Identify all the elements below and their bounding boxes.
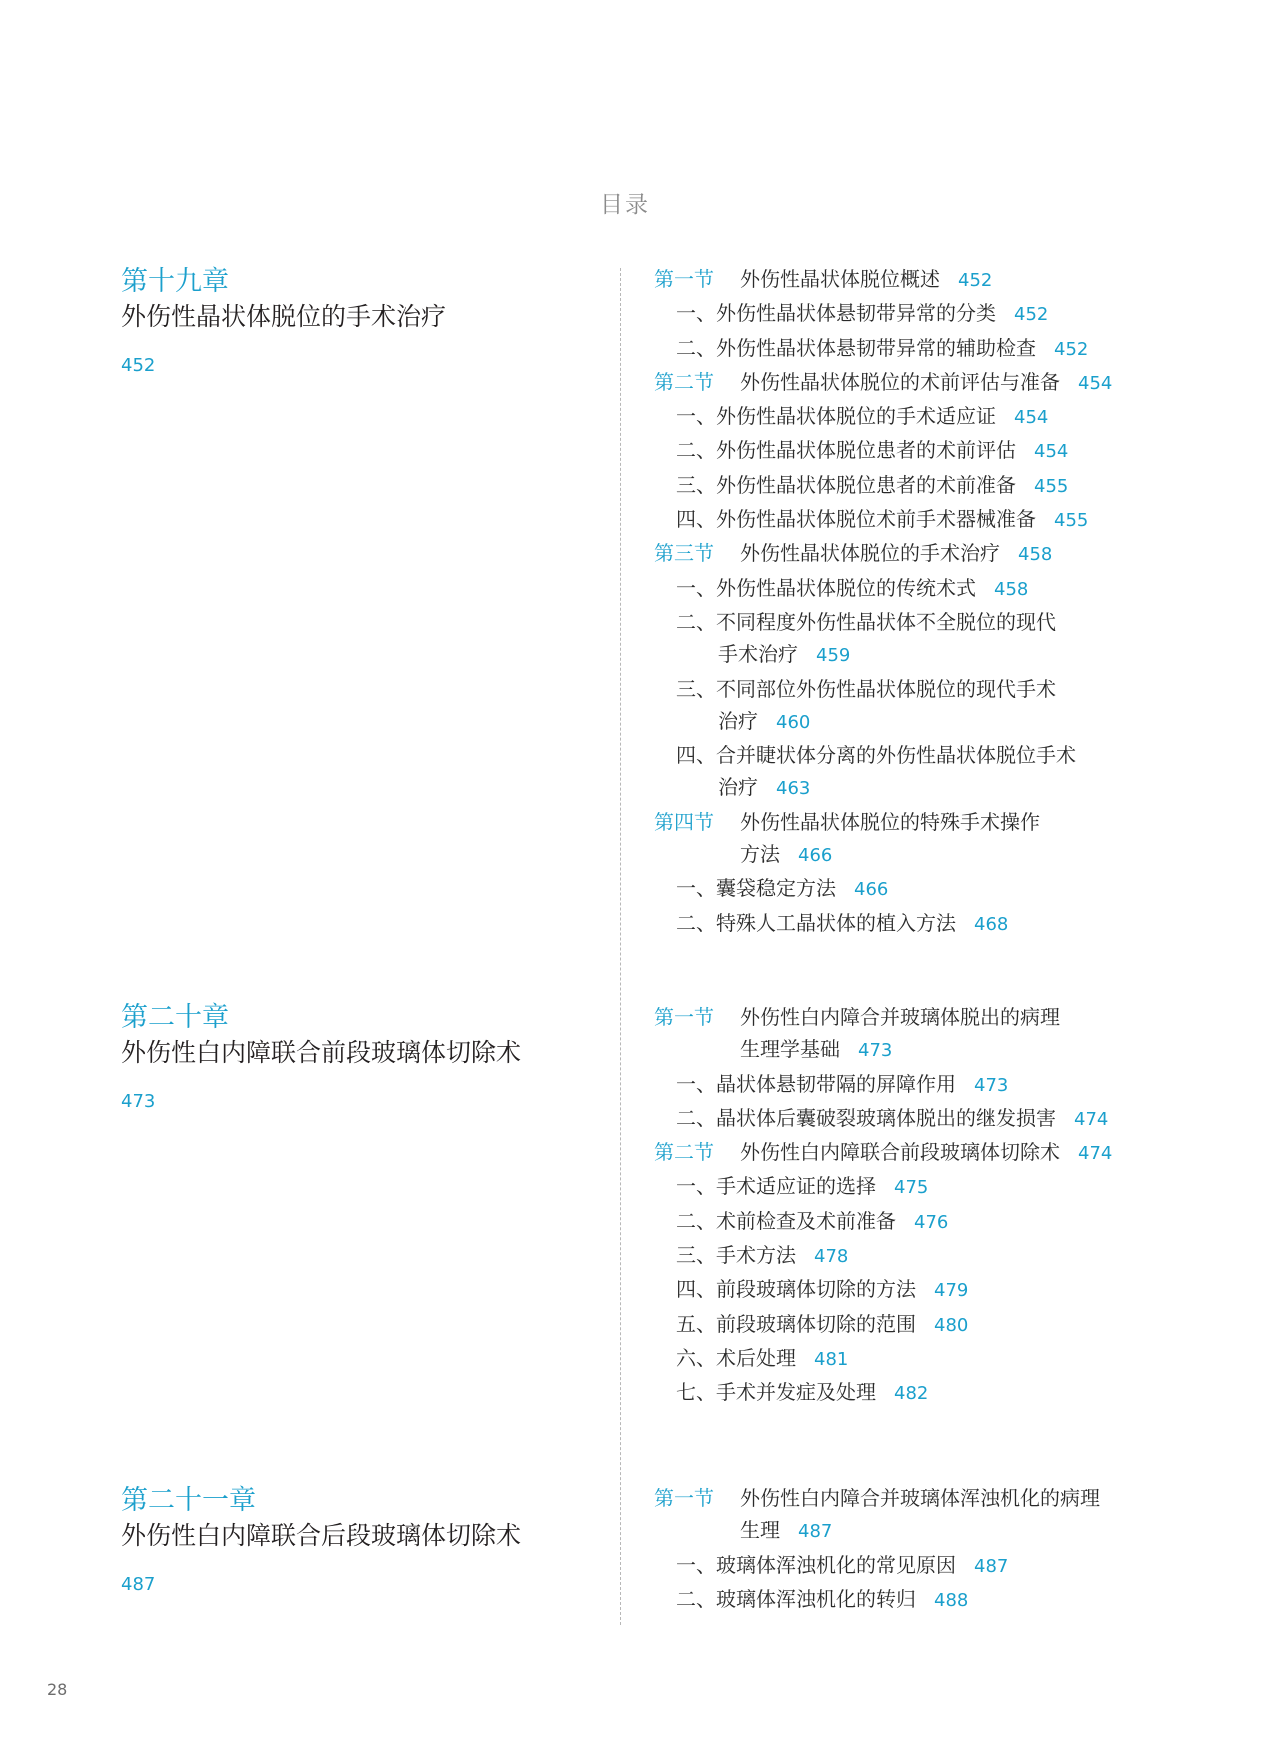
toc-label: 三、手术方法 xyxy=(676,1243,796,1268)
toc-label: 三、不同部位外伤性晶状体脱位的现代手术 xyxy=(676,676,1056,701)
chapter-toc xyxy=(654,263,1174,941)
chapter-toc xyxy=(654,1001,1174,1411)
toc-section[interactable] xyxy=(654,537,1174,571)
toc-page-number[interactable]: 475 xyxy=(894,1177,929,1199)
toc-section[interactable] xyxy=(654,1136,1174,1170)
toc-label: 五、前段玻璃体切除的范围 xyxy=(676,1311,916,1336)
section-tag: 第一节 xyxy=(654,1005,714,1029)
chapter-heading xyxy=(121,1484,611,1595)
toc-page-number[interactable]: 487 xyxy=(974,1555,1009,1577)
toc-page-number[interactable]: 454 xyxy=(1034,441,1069,463)
toc-page-number[interactable]: 479 xyxy=(934,1280,969,1302)
toc-page-number[interactable]: 452 xyxy=(1054,338,1089,360)
toc-item[interactable] xyxy=(654,1308,1174,1342)
toc-label: 生理学基础 xyxy=(740,1037,840,1062)
toc-item[interactable] xyxy=(654,1033,1174,1067)
toc-label: 生理 xyxy=(740,1518,780,1543)
toc-section[interactable] xyxy=(654,263,1174,297)
section-tag: 第二节 xyxy=(654,1140,714,1165)
toc-page-number[interactable]: 454 xyxy=(1078,372,1113,394)
toc-section[interactable] xyxy=(654,366,1174,400)
toc-label: 六、术后处理 xyxy=(676,1345,796,1370)
toc-page-number[interactable]: 481 xyxy=(814,1348,849,1370)
toc-label: 一、晶状体悬韧带隔的屏障作用 xyxy=(676,1071,956,1096)
chapter-page[interactable]: 452 xyxy=(121,355,156,376)
toc-item[interactable] xyxy=(654,503,1174,537)
toc-label: 二、外伤性晶状体悬韧带异常的辅助检查 xyxy=(676,335,1036,360)
toc-label: 外伤性白内障联合前段玻璃体切除术 xyxy=(740,1140,1060,1165)
toc-item[interactable] xyxy=(654,1549,1174,1583)
section-tag: 第二节 xyxy=(654,369,714,394)
toc-item[interactable] xyxy=(654,1102,1174,1136)
toc-item[interactable] xyxy=(654,1273,1174,1307)
toc-item[interactable] xyxy=(654,638,1174,672)
toc-label: 二、玻璃体浑浊机化的转归 xyxy=(676,1586,916,1611)
toc-label: 外伤性晶状体脱位的特殊手术操作 xyxy=(740,809,1040,834)
toc-item[interactable] xyxy=(654,739,1174,771)
chapter-number: 第十九章 xyxy=(121,266,229,297)
toc-section[interactable] xyxy=(654,1001,1174,1033)
toc-page-number[interactable]: 458 xyxy=(1018,544,1053,566)
toc-label: 外伤性晶状体脱位的术前评估与准备 xyxy=(740,369,1060,394)
section-tag: 第一节 xyxy=(654,1486,714,1510)
toc-label: 治疗 xyxy=(718,775,758,800)
toc-item[interactable] xyxy=(654,469,1174,503)
toc-item[interactable] xyxy=(654,1239,1174,1273)
toc-section[interactable] xyxy=(654,1482,1174,1514)
toc-label: 外伤性白内障合并玻璃体脱出的病理 xyxy=(740,1005,1060,1029)
toc-label: 二、外伤性晶状体脱位患者的术前评估 xyxy=(676,438,1016,463)
toc-item[interactable] xyxy=(654,1514,1174,1548)
chapter-heading xyxy=(121,1001,611,1112)
toc-item[interactable] xyxy=(654,572,1174,606)
toc-page-number[interactable]: 458 xyxy=(994,578,1029,600)
toc-item[interactable] xyxy=(654,907,1174,941)
toc-item[interactable] xyxy=(654,1342,1174,1376)
toc-label: 二、术前检查及术前准备 xyxy=(676,1208,896,1233)
toc-item[interactable] xyxy=(654,771,1174,805)
toc-label: 外伤性白内障合并玻璃体浑浊机化的病理 xyxy=(740,1486,1100,1510)
chapter-page[interactable]: 473 xyxy=(121,1091,156,1112)
toc-item[interactable] xyxy=(654,1170,1174,1204)
toc-item[interactable] xyxy=(654,400,1174,434)
chapter-page[interactable]: 487 xyxy=(121,1574,156,1595)
toc-page-number[interactable]: 474 xyxy=(1078,1143,1113,1165)
toc-page-number[interactable]: 454 xyxy=(1014,407,1049,429)
toc-label: 一、玻璃体浑浊机化的常见原因 xyxy=(676,1552,956,1577)
toc-page-number[interactable]: 452 xyxy=(958,270,993,291)
toc-label: 一、外伤性晶状体悬韧带异常的分类 xyxy=(676,301,996,326)
toc-item[interactable] xyxy=(654,1376,1174,1410)
toc-page-number[interactable]: 460 xyxy=(776,711,811,733)
toc-label: 治疗 xyxy=(718,708,758,733)
toc-item[interactable] xyxy=(654,872,1174,906)
toc-label: 一、手术适应证的选择 xyxy=(676,1174,876,1199)
toc-page-number[interactable]: 463 xyxy=(776,778,811,800)
toc-label: 方法 xyxy=(740,842,780,867)
toc-item[interactable] xyxy=(654,332,1174,366)
toc-page-number[interactable]: 478 xyxy=(814,1246,849,1268)
toc-page-number[interactable]: 466 xyxy=(854,879,889,901)
toc-label: 手术治疗 xyxy=(718,642,798,667)
toc-page-number[interactable]: 473 xyxy=(974,1074,1009,1096)
toc-item[interactable] xyxy=(654,434,1174,468)
toc-label: 一、外伤性晶状体脱位的手术适应证 xyxy=(676,404,996,429)
toc-item[interactable] xyxy=(654,606,1174,638)
toc-page-number[interactable]: 455 xyxy=(1034,475,1069,497)
toc-label: 二、特殊人工晶状体的植入方法 xyxy=(676,910,956,935)
chapter-number: 第二十章 xyxy=(121,1002,229,1033)
toc-item[interactable] xyxy=(654,297,1174,331)
toc-page-number[interactable]: 473 xyxy=(858,1040,893,1062)
toc-page-number[interactable]: 474 xyxy=(1074,1108,1109,1130)
toc-item[interactable] xyxy=(654,1205,1174,1239)
toc-item[interactable] xyxy=(654,705,1174,739)
toc-item[interactable] xyxy=(654,838,1174,872)
toc-label: 二、晶状体后囊破裂玻璃体脱出的继发损害 xyxy=(676,1105,1056,1130)
section-tag: 第三节 xyxy=(654,541,714,566)
chapter-title: 外伤性晶状体脱位的手术治疗 xyxy=(121,302,447,331)
toc-page-number[interactable]: 487 xyxy=(798,1521,833,1543)
toc-page-number[interactable]: 452 xyxy=(1014,304,1049,326)
toc-page-number[interactable]: 468 xyxy=(974,913,1009,935)
toc-label: 一、外伤性晶状体脱位的传统术式 xyxy=(676,575,976,600)
toc-label: 四、合并睫状体分离的外伤性晶状体脱位手术 xyxy=(676,743,1076,768)
chapter-number: 第二十一章 xyxy=(121,1485,256,1516)
toc-item[interactable] xyxy=(654,1583,1174,1617)
toc-page-number[interactable]: 466 xyxy=(798,845,833,867)
toc-page-number[interactable]: 476 xyxy=(914,1211,949,1233)
chapter-toc xyxy=(654,1482,1174,1617)
toc-label: 二、不同程度外伤性晶状体不全脱位的现代 xyxy=(676,609,1056,634)
chapter-title: 外伤性白内障联合后段玻璃体切除术 xyxy=(121,1521,522,1550)
toc-label: 七、手术并发症及处理 xyxy=(676,1380,876,1405)
toc-label: 四、前段玻璃体切除的方法 xyxy=(676,1277,916,1302)
chapter-title: 外伤性白内障联合前段玻璃体切除术 xyxy=(121,1038,522,1067)
toc-page-number[interactable]: 480 xyxy=(934,1314,969,1336)
toc-label: 外伤性晶状体脱位的手术治疗 xyxy=(740,541,1000,566)
toc-label: 四、外伤性晶状体脱位术前手术器械准备 xyxy=(676,507,1036,532)
section-tag: 第四节 xyxy=(654,809,714,834)
toc-item[interactable] xyxy=(654,1068,1174,1102)
section-tag: 第一节 xyxy=(654,267,714,291)
column-divider xyxy=(620,268,621,1625)
toc-page-number[interactable]: 482 xyxy=(894,1383,929,1405)
page-title: 目录 xyxy=(600,192,650,218)
toc-label: 三、外伤性晶状体脱位患者的术前准备 xyxy=(676,472,1016,497)
page-number: 28 xyxy=(47,1680,68,1699)
toc-page-number[interactable]: 459 xyxy=(816,645,851,667)
toc-page-number[interactable]: 488 xyxy=(934,1589,969,1611)
chapter-heading xyxy=(121,265,611,376)
toc-page-number[interactable]: 455 xyxy=(1054,510,1089,532)
toc-label: 一、囊袋稳定方法 xyxy=(676,876,836,901)
toc-item[interactable] xyxy=(654,673,1174,705)
toc-label: 外伤性晶状体脱位概述 xyxy=(740,267,940,291)
toc-section[interactable] xyxy=(654,806,1174,838)
